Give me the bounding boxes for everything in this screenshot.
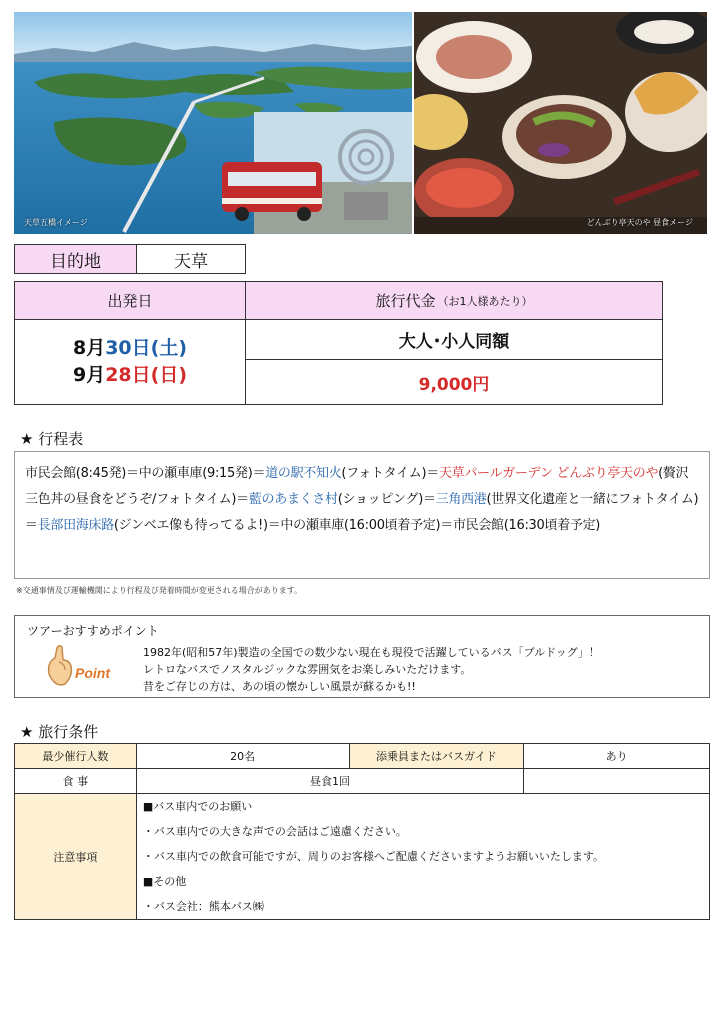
notice-label: 注意事項 <box>15 794 137 920</box>
lunch-photo-caption: どんぶり亭天のや 昼食メージ <box>586 218 693 227</box>
recommended-point-text <box>143 644 600 695</box>
destination-row <box>14 244 246 274</box>
notice-item: ・バス会社：熊本バス㈱ <box>142 900 264 913</box>
notice-item: ■その他 <box>142 875 187 888</box>
itinerary-box <box>14 451 710 579</box>
tour-price-header-note: （お1人様あたり） <box>437 294 533 308</box>
point-line-3: 昔をご存じの方は、あの頃の懐かしい風景が蘇るかも!! <box>143 680 416 693</box>
date-2-day: 28日 <box>105 364 151 386</box>
date-2-weekday: (日) <box>150 364 188 386</box>
tour-price-header-label: 旅行代金 <box>375 292 436 310</box>
departure-date-1 <box>73 335 187 362</box>
recommended-point-title: ツアーおすすめポイント <box>27 624 159 638</box>
date-2-month: 9月 <box>72 364 106 386</box>
meal-value: 昼食1回 <box>136 769 523 794</box>
stop-amakusa-pearl-garden: 天草パールガーデン どんぶり亭天のや <box>438 466 659 481</box>
departure-date-2 <box>73 362 187 389</box>
itinerary-text-4: (ショッピング)＝ <box>337 492 436 507</box>
conditions-row-meal <box>15 769 710 794</box>
bridge-photo-caption: 天草五橋イメージ <box>24 218 88 227</box>
meal-empty-cell <box>524 769 710 794</box>
min-participants-value: 20名 <box>136 744 349 769</box>
point-line-1: 1982年(昭和57年)製造の全国での数少ない現在も現役で活躍しているバス「ブルドッグ」！ <box>143 646 600 659</box>
stop-osakibe-kaishoro: 長部田海床路 <box>37 518 114 533</box>
conditions-title: ★ 旅行条件 <box>20 723 99 741</box>
departure-dates <box>15 320 246 404</box>
stop-michinoeki-shiranui: 道の駅不知火 <box>265 466 342 481</box>
itinerary-text-1: 市民会館(8:45発)＝中の瀬車庫(9:15発)＝ <box>25 466 266 481</box>
notice-list <box>136 794 709 920</box>
tour-price-header <box>246 282 662 319</box>
lunch-dishes-image <box>414 12 707 234</box>
stop-ai-no-amakusa-mura: 藍のあまくさ村 <box>248 492 338 507</box>
itinerary-note: ※交通事情及び運輸機関により行程及び発着時間が変更される場合があります。 <box>16 586 303 595</box>
travel-conditions-table <box>14 743 710 920</box>
itinerary-title: ★ 行程表 <box>20 430 84 448</box>
date-1-month: 8月 <box>72 337 106 359</box>
header-photos <box>14 12 707 234</box>
lunch-photo <box>414 12 707 234</box>
min-participants-label: 最少催行人数 <box>15 744 137 769</box>
conditions-row-participants <box>15 744 710 769</box>
itinerary-text-3: (贅沢三色丼の昼食をどうぞ/フォトタイム)＝ <box>25 466 689 507</box>
itinerary-text-2: (フォトタイム)＝ <box>341 466 439 481</box>
meal-label: 食 事 <box>15 769 137 794</box>
stop-misumi-nishiko: 三角西港 <box>435 492 487 507</box>
notice-item: ・バス車内での飲食可能ですが、周りのお客様へご配慮くださいますようお願いいたします。 <box>142 850 604 863</box>
pointing-hand-icon <box>43 644 113 692</box>
destination-label: 目的地 <box>15 245 137 273</box>
conditions-row-notices <box>15 794 710 920</box>
price-table-header <box>15 282 662 320</box>
fare-rule: 大人･小人同額 <box>246 320 662 360</box>
bridge-landscape-image <box>14 12 412 234</box>
guide-value: あり <box>524 744 710 769</box>
point-icon-label: Point <box>75 665 110 681</box>
destination-value: 天草 <box>174 251 208 272</box>
tour-price-amount: 9,000円 <box>418 374 490 395</box>
itinerary-text-5: (世界文化遺産と一緒にフォトタイム)＝ <box>25 492 699 533</box>
date-1-weekday: (土) <box>150 337 188 359</box>
itinerary-text-6: (ジンベエ像も待ってるよ!)＝中の瀬車庫(16:00頃着予定)＝市民会館(16:30頃着予定) <box>113 518 601 533</box>
notice-item: ・バス車内での大きな声での会話はご遠慮ください。 <box>142 825 407 838</box>
notice-item: ■バス車内でのお願い <box>142 800 253 813</box>
guide-label: 添乗員またはバスガイド <box>349 744 524 769</box>
point-line-2: レトロなバスでノスタルジックな雰囲気をお楽しみいただけます。 <box>143 663 472 676</box>
amakusa-bridge-photo <box>14 12 412 234</box>
departure-price-table <box>14 281 663 405</box>
recommended-point-box <box>14 615 710 698</box>
departure-date-header: 出発日 <box>15 282 246 319</box>
date-1-day: 30日 <box>105 337 151 359</box>
